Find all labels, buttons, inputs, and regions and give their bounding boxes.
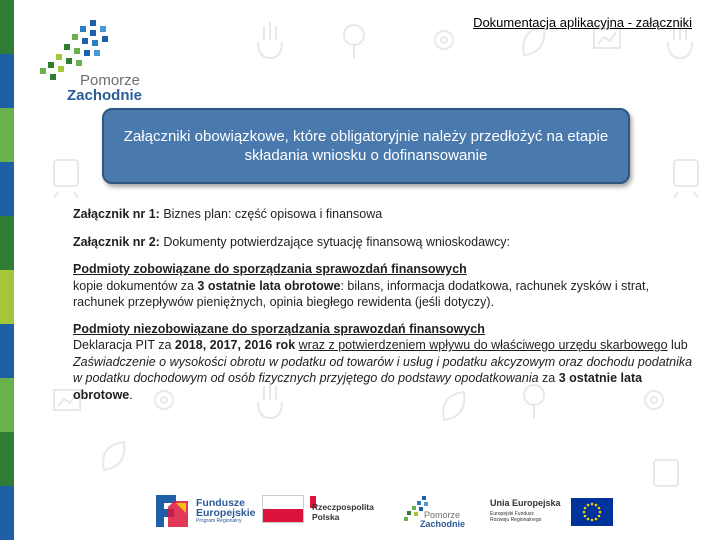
fundusze-europejskie-logo-icon — [154, 493, 190, 529]
attachment-2 — [73, 234, 693, 251]
bg-tram-icon — [654, 460, 678, 486]
fe-logo-line1: Fundusze — [196, 497, 245, 509]
footer-logos — [140, 480, 620, 536]
pz-logo-line1: Pomorze — [424, 510, 461, 520]
mandatory-attachments-banner — [102, 108, 630, 184]
rp-logo-line1: Rzeczpospolita — [312, 502, 374, 512]
pz-logo-line2: Zachodnie — [420, 519, 466, 529]
bg-hand-icon — [258, 22, 282, 58]
fe-logo-line2: Europejskie — [196, 507, 256, 519]
attachment-1 — [73, 206, 693, 223]
ue-logo-line3: Rozwoju Regionalnego — [490, 517, 542, 523]
bg-chart-icon — [594, 28, 620, 48]
ue-logo-line2: Europejski Fundusz — [490, 511, 534, 517]
logo-text-zachodnie: Zachodnie — [67, 87, 143, 104]
attachment-2-text: Dokumenty potwierdzające sytuację finansową wnioskodawcy: — [159, 234, 511, 249]
attachment-2-label: Załącznik nr 2: — [73, 234, 160, 249]
content-body — [73, 206, 693, 403]
bg-tree-icon — [344, 25, 364, 59]
ue-logo-line1: Unia Europejska — [490, 498, 561, 508]
attachment-1-label: Załącznik nr 1: — [73, 207, 160, 221]
eu-flag-icon — [571, 498, 613, 526]
bg-tram-icon — [54, 160, 78, 198]
attachment-1-text: Biznes plan: część opisowa i finansowa — [159, 207, 383, 221]
bg-leaf-icon — [523, 27, 544, 55]
rp-logo-line2: Polska — [312, 512, 340, 522]
left-color-stripe — [0, 0, 14, 540]
bg-leaf-icon — [103, 442, 124, 470]
section-1-body: kopie dokumentów za 3 ostatnie lata obrotowe: bilans, informacja dodatkowa, rachunek zysków i strat, rachunek przepływów pieniężnych, opinia biegłego rewidenta (jeśli dotyczy). — [73, 278, 649, 309]
logo-text-pomorze: Pomorze — [80, 72, 141, 89]
section-1-title: Podmioty zobowiązane do sporządzania sprawozdań finansowych — [73, 262, 467, 276]
section-2-title: Podmioty niezobowiązane do sporządzania sprawozdań finansowych — [73, 321, 485, 336]
section-2-body: Deklaracja PIT za 2018, 2017, 2016 rok wraz z potwierdzeniem wpływu do właściwego urzędu skarbowego lub Zaświadczenie o wysokości obrotu w podatku od towarów i usług i podatku akcyzowym oraz dochodu podatnika w podatku dochodowym od osób fizycznych przyjętego do podstawy opodatkowania za 3 ostatnie lata obrotowe. — [73, 338, 693, 402]
bg-gear-icon — [435, 31, 453, 49]
header-title: Dokumentacja aplikacyjna - załączniki — [473, 15, 692, 30]
banner-text: Załączniki obowiązkowe, które obligatoryjnie należy przedłożyć na etapie składania wniosku o dofinansowanie — [123, 128, 609, 164]
fe-logo-line3: Program Regionalny — [196, 518, 242, 524]
bg-tram-icon — [674, 160, 698, 198]
polish-flag-icon — [262, 495, 304, 523]
